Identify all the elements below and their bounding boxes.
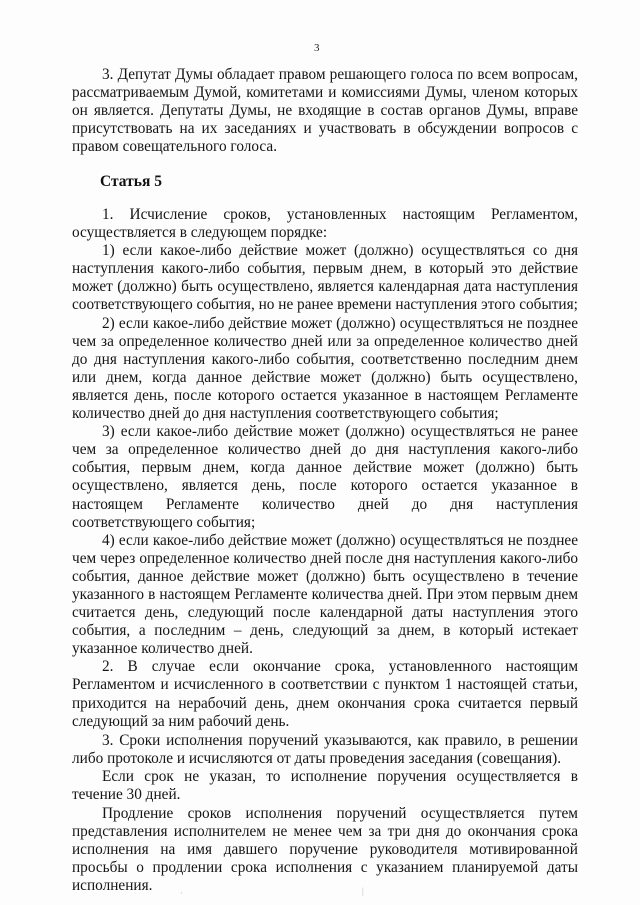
paragraph-1: 1. Исчисление сроков, установленных настоящим Регламентом, осуществляется в следующем порядке: <box>72 206 578 242</box>
intro-block <box>72 66 578 156</box>
paragraph-1-2: 2) если какое-либо действие может (должно) осуществляться не позднее чем за определенное количество дней или за определенное количество дней до дня наступления какого-либо события, соответственно последним днем или днем, когда данное действие может (должно) быть осуществлено, является день, после которого остается указанное в настоящем Регламенте количество дней до дня наступления соответствующего события; <box>72 314 578 423</box>
paragraph-2: 2. В случае если окончание срока, установленного настоящим Регламентом и исчисленного в соответствии с пунктом 1 настоящей статьи, приходится на нерабочий день, днем окончания срока считается первый следующий за ним рабочий день. <box>72 658 578 730</box>
paragraph-3-extension: Продление сроков исполнения поручений осуществляется путем представления исполнителем не менее чем за три дня до окончания срока исполнения на имя давшего поручение руководителя мотивированной просьбы о продлении срока исполнения с указанием планируемой даты исполнения. <box>72 805 578 895</box>
paragraph-1-4: 4) если какое-либо действие может (должно) осуществляться не позднее чем через определенное количество дней после дня наступления какого-либо события, данное действие может (должно) быть осуществлено в течение указанного в настоящем Регламенте количества дней. При этом первым днем считается день, следующий после календарной даты наступления этого события, а последним – день, следующий за днем, в который истекает указанное количество дней. <box>72 531 578 658</box>
paragraph-3-default: Если срок не указан, то исполнение поручения осуществляется в течение 30 дней. <box>72 767 578 803</box>
paragraph-deputy-vote: 3. Депутат Думы обладает правом решающего голоса по всем вопросам, рассматриваемым Думой, комитетами и комиссиями Думы, членом которых он является. Депутаты Думы, не входящие в состав органов Думы, вправе присутствовать на их заседаниях и участвовать в обсуждении вопросов с правом совещательного голоса. <box>72 66 578 156</box>
scan-speck: · <box>180 888 183 898</box>
paragraph-1-3: 3) если какое-либо действие может (должно) осуществляться не ранее чем за определенное количество дней до дня наступления какого-либо события, первым днем, когда данное действие может (должно) быть осуществлено, является день, после которого остается указанное в настоящем Регламенте количество дней до дня наступления соответствующего события; <box>72 423 578 531</box>
page-number: 3 <box>314 42 320 54</box>
scan-tick: | <box>362 886 364 896</box>
article-heading: Статья 5 <box>100 173 162 190</box>
paragraph-1-1: 1) если какое-либо действие может (должно) осуществляться со дня наступления какого-либо события, первым днем, в который это действие может (должно) быть осуществлено, является календарная дата наступления соответствующего события, но не ранее времени наступления этого события; <box>72 242 578 314</box>
article-body <box>72 206 578 896</box>
paragraph-3: 3. Сроки исполнения поручений указываются, как правило, в решении либо протоколе и исчисляются от даты проведения заседания (совещания). <box>72 731 578 767</box>
